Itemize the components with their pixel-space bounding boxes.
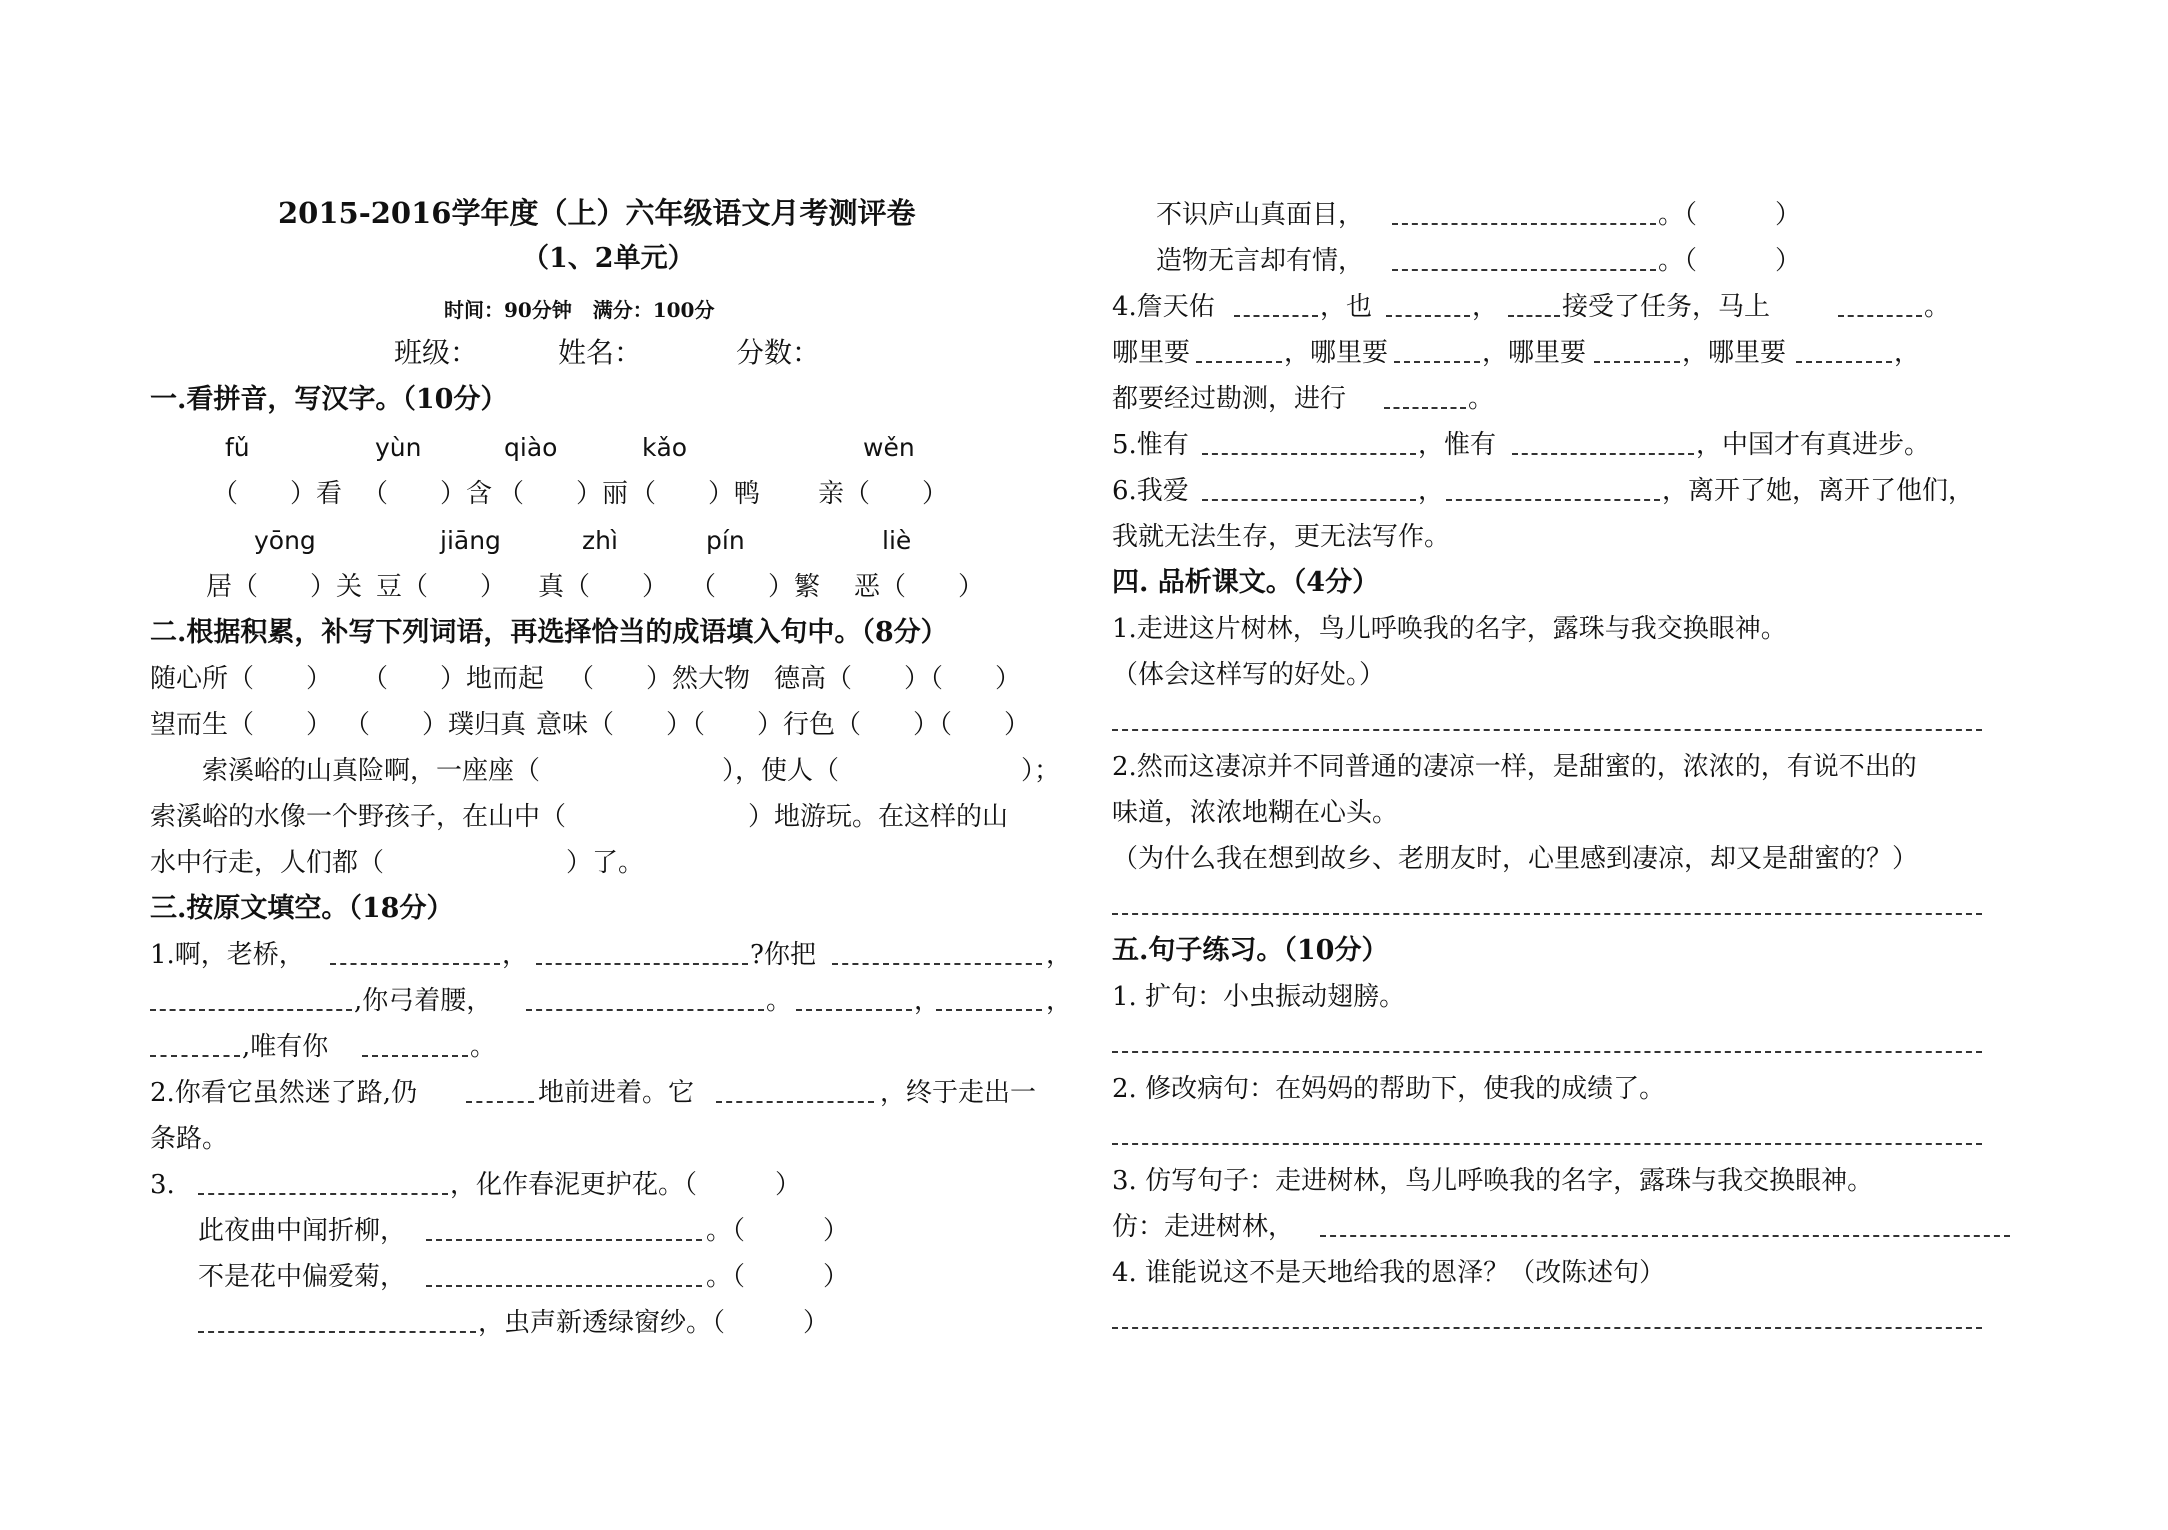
score-label: 分数： xyxy=(736,336,821,369)
answer-blank[interactable] xyxy=(536,963,748,965)
answer-blank[interactable] xyxy=(716,1101,874,1103)
idiom-blank: （ ）璞归真 xyxy=(344,710,527,740)
q2-text: 2.你看它虽然迷了路,仍 xyxy=(150,1078,418,1108)
answer-blank[interactable] xyxy=(1384,407,1466,409)
s5-q1: 1. 扩句：小虫振动翅膀。 xyxy=(1112,982,1406,1012)
answer-line[interactable] xyxy=(1112,913,1982,915)
q4-text: 都要经过勘测，进行 xyxy=(1112,384,1347,414)
q4-text: ，也 xyxy=(1320,292,1373,322)
pinyin: yōng xyxy=(254,526,316,555)
q4-text: 。 xyxy=(1468,384,1495,414)
answer-blank[interactable] xyxy=(1394,361,1480,363)
char-blank: 居（ ）关 xyxy=(206,572,363,602)
idiom-blank: 望而生（ ） xyxy=(150,710,333,740)
char-blank: （ ）丽 xyxy=(498,479,629,509)
char-blank: 恶（ ） xyxy=(854,572,985,602)
answer-blank[interactable] xyxy=(330,963,500,965)
poem-line: ，虫声新透绿窗纱。（ ） xyxy=(478,1308,830,1338)
char-blank: （ ）含 xyxy=(362,479,493,509)
q3-number: 3. xyxy=(150,1170,175,1200)
answer-blank[interactable] xyxy=(1202,499,1416,501)
pinyin: pín xyxy=(706,526,745,555)
answer-blank[interactable] xyxy=(796,1009,912,1011)
s5-q3-imitate: 仿：走进树林， xyxy=(1112,1212,1295,1242)
pinyin: wěn xyxy=(863,433,915,462)
s4-q1-hint: （体会这样写的好处。） xyxy=(1112,660,1386,690)
answer-blank[interactable] xyxy=(362,1055,468,1057)
pinyin: jiāng xyxy=(440,526,501,555)
poem-line: 。（ ） xyxy=(706,1262,850,1292)
s5-q2: 2. 修改病句：在妈妈的帮助下，使我的成绩了。 xyxy=(1112,1074,1666,1104)
q1-text: ， xyxy=(1046,986,1073,1016)
answer-line[interactable] xyxy=(1112,729,1982,731)
q4-text: ， xyxy=(1472,292,1499,322)
idiom-blank: （ ）然大物 xyxy=(568,664,751,694)
q5-text: ，惟有 xyxy=(1418,430,1497,460)
q4-text: ，哪里要 xyxy=(1682,338,1787,368)
poem-line: 。（ ） xyxy=(706,1216,850,1246)
answer-blank[interactable] xyxy=(1392,223,1656,225)
q1-text: ， xyxy=(502,940,529,970)
q5-text: ，中国才有真进步。 xyxy=(1696,430,1931,460)
answer-line[interactable] xyxy=(1112,1051,1982,1053)
s4-q1: 1.走进这片树林，鸟儿呼唤我的名字，露珠与我交换眼神。 xyxy=(1112,614,1787,644)
fill-sentence: 索溪峪的山真险啊，一座座（ ），使人（ ）； xyxy=(150,756,1061,786)
answer-blank[interactable] xyxy=(1446,499,1660,501)
pinyin: fǔ xyxy=(225,433,250,462)
q1-text: ， xyxy=(1046,940,1073,970)
q6-text: 我就无法生存，更无法写作。 xyxy=(1112,522,1451,552)
answer-blank[interactable] xyxy=(198,1331,476,1333)
answer-blank[interactable] xyxy=(150,1009,352,1011)
exam-title: 2015-2016学年度（上）六年级语文月考测评卷 xyxy=(278,196,916,230)
idiom-blank: 随心所（ ） xyxy=(150,664,333,694)
s5-q3: 3. 仿写句子：走进树林，鸟儿呼唤我的名字，露珠与我交换眼神。 xyxy=(1112,1166,1874,1196)
q1-text: 。 xyxy=(766,986,793,1016)
answer-line[interactable] xyxy=(1112,1143,1982,1145)
q4-text: ，哪里要 xyxy=(1482,338,1587,368)
answer-blank[interactable] xyxy=(526,1009,764,1011)
answer-line[interactable] xyxy=(1320,1235,2010,1237)
answer-blank[interactable] xyxy=(1202,453,1416,455)
char-blank: （ ）看 xyxy=(212,479,343,509)
q4-text: ，哪里要 xyxy=(1284,338,1389,368)
answer-blank[interactable] xyxy=(426,1285,702,1287)
q6-text: 6.我爱 xyxy=(1112,476,1189,506)
answer-blank[interactable] xyxy=(198,1193,448,1195)
q4-text: 。 xyxy=(1924,292,1951,322)
s5-q4: 4. 谁能说这不是天地给我的恩泽？（改陈述句） xyxy=(1112,1258,1666,1288)
q1-text: ,你弓着腰， xyxy=(354,986,493,1016)
q6-text: ，离开了她，离开了他们， xyxy=(1662,476,1975,506)
q2-text: ，终于走出一 xyxy=(880,1078,1037,1108)
fill-sentence: 索溪峪的水像一个野孩子，在山中（ ）地游玩。在这样的山 xyxy=(150,802,1009,832)
idiom-blank: 意味（ ）（ ）行色（ ）（ ） xyxy=(536,710,1031,740)
q1-text: ?你把 xyxy=(750,940,816,970)
answer-blank[interactable] xyxy=(1392,269,1656,271)
section-1-title: 一.看拼音，写汉字。（10分） xyxy=(150,384,508,415)
q1-text: ， xyxy=(914,986,941,1016)
char-blank: 亲（ ） xyxy=(818,479,949,509)
exam-subtitle: （1、2单元） xyxy=(522,243,695,274)
q2-text: 条路。 xyxy=(150,1124,229,1154)
pinyin: qiào xyxy=(504,433,558,462)
idiom-blank: 德高（ ）（ ） xyxy=(774,664,1022,694)
name-label: 姓名： xyxy=(558,336,643,369)
q5-text: 5.惟有 xyxy=(1112,430,1189,460)
answer-line[interactable] xyxy=(1112,1327,1982,1329)
idiom-blank: （ ）地而起 xyxy=(362,664,545,694)
char-blank: 豆（ ） xyxy=(376,572,507,602)
pinyin: kǎo xyxy=(642,433,688,462)
answer-blank[interactable] xyxy=(150,1055,240,1057)
answer-blank[interactable] xyxy=(1512,453,1694,455)
poem-line: 不识庐山真面目， xyxy=(1156,200,1365,230)
q4-text: ， xyxy=(1894,338,1921,368)
answer-blank[interactable] xyxy=(1508,315,1560,317)
pinyin: liè xyxy=(882,526,912,555)
answer-blank[interactable] xyxy=(1838,315,1922,317)
section-4-title: 四. 品析课文。（4分） xyxy=(1112,567,1380,598)
poem-line: ，化作春泥更护花。（ ） xyxy=(450,1170,802,1200)
q4-text: 哪里要 xyxy=(1112,338,1191,368)
s4-q2: 味道，浓浓地糊在心头。 xyxy=(1112,798,1399,828)
q4-text: 接受了任务，马上 xyxy=(1562,292,1771,322)
answer-blank[interactable] xyxy=(936,1009,1042,1011)
answer-blank[interactable] xyxy=(466,1101,534,1103)
q1-text: 1.啊，老桥， xyxy=(150,940,305,970)
exam-meta: 时间：90分钟 满分：100分 xyxy=(444,298,715,322)
char-blank: （ ）鸭 xyxy=(630,479,761,509)
answer-blank[interactable] xyxy=(1594,361,1680,363)
q1-text: 。 xyxy=(470,1032,497,1062)
poem-line: 此夜曲中闻折柳， xyxy=(198,1216,407,1246)
answer-blank[interactable] xyxy=(426,1239,702,1241)
q2-text: 地前进着。它 xyxy=(538,1078,695,1108)
poem-line: 。（ ） xyxy=(1658,200,1802,230)
poem-line: 造物无言却有情， xyxy=(1156,246,1365,276)
pinyin: zhì xyxy=(582,526,618,555)
poem-line: 不是花中偏爱菊， xyxy=(198,1262,407,1292)
section-3-title: 三.按原文填空。（18分） xyxy=(150,893,454,924)
class-label: 班级： xyxy=(394,336,479,369)
q1-text: ,唯有你 xyxy=(242,1032,329,1062)
char-blank: （ ）繁 xyxy=(690,572,821,602)
poem-line: 。（ ） xyxy=(1658,246,1802,276)
answer-blank[interactable] xyxy=(1796,361,1892,363)
s4-q2: 2.然而这凄凉并不同普通的凄凉一样，是甜蜜的，浓浓的，有说不出的 xyxy=(1112,752,1917,782)
answer-blank[interactable] xyxy=(1196,361,1282,363)
pinyin: yùn xyxy=(375,433,422,462)
char-blank: 真（ ） xyxy=(538,572,669,602)
s4-q2-hint: （为什么我在想到故乡、老朋友时，心里感到凄凉，却又是甜蜜的？） xyxy=(1112,844,1919,874)
answer-blank[interactable] xyxy=(1386,315,1470,317)
section-2-title: 二.根据积累，补写下列词语，再选择恰当的成语填入句中。（8分） xyxy=(150,617,948,648)
answer-blank[interactable] xyxy=(1234,315,1318,317)
fill-sentence: 水中行走，人们都（ ）了。 xyxy=(150,848,645,878)
q6-text: ， xyxy=(1418,476,1445,506)
answer-blank[interactable] xyxy=(832,963,1042,965)
section-5-title: 五.句子练习。（10分） xyxy=(1112,935,1389,966)
q4-text: 4.詹天佑 xyxy=(1112,292,1215,322)
